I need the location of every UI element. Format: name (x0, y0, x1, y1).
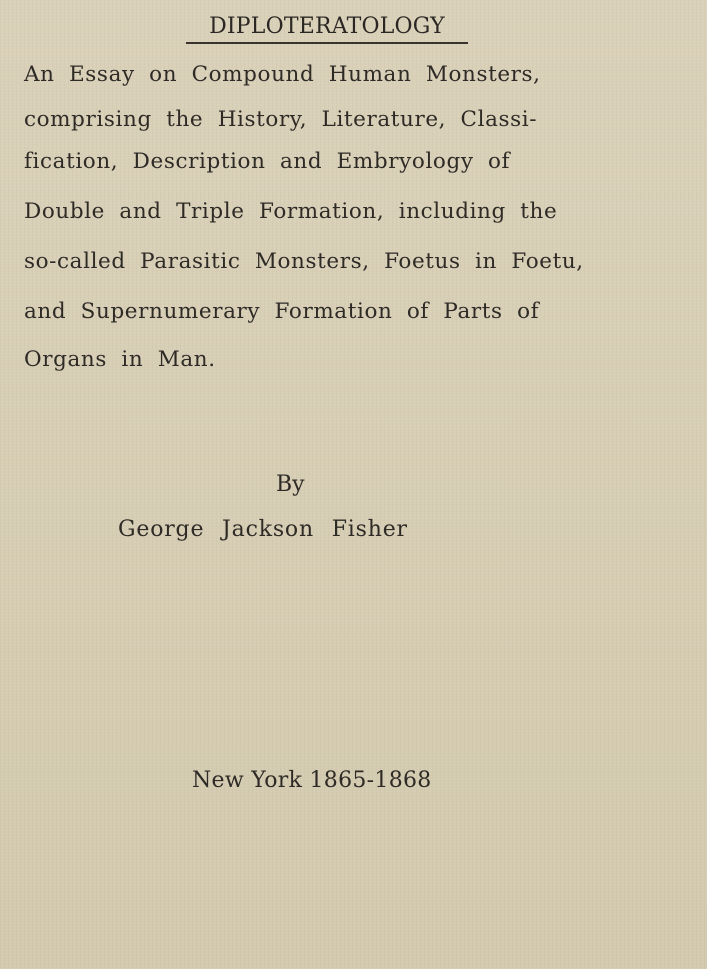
subtitle-line: comprising the History, Literature, Classi- (24, 107, 538, 132)
subtitle-line: fication, Description and Embryology of (24, 149, 511, 174)
subtitle-line: Double and Triple Formation, including the (24, 199, 558, 224)
imprint: New York 1865-1868 (192, 768, 432, 793)
subtitle-line: An Essay on Compound Human Monsters, (24, 62, 541, 87)
by-label: By (276, 472, 305, 497)
subtitle-line: Organs in Man. (24, 347, 216, 372)
subtitle-line: and Supernumerary Formation of Parts of (24, 299, 540, 324)
subtitle-line: so-called Parasitic Monsters, Foetus in Foetu, (24, 249, 584, 274)
book-title: DIPLOTERATOLOGY (186, 14, 468, 44)
author-name: George Jackson Fisher (118, 517, 408, 542)
